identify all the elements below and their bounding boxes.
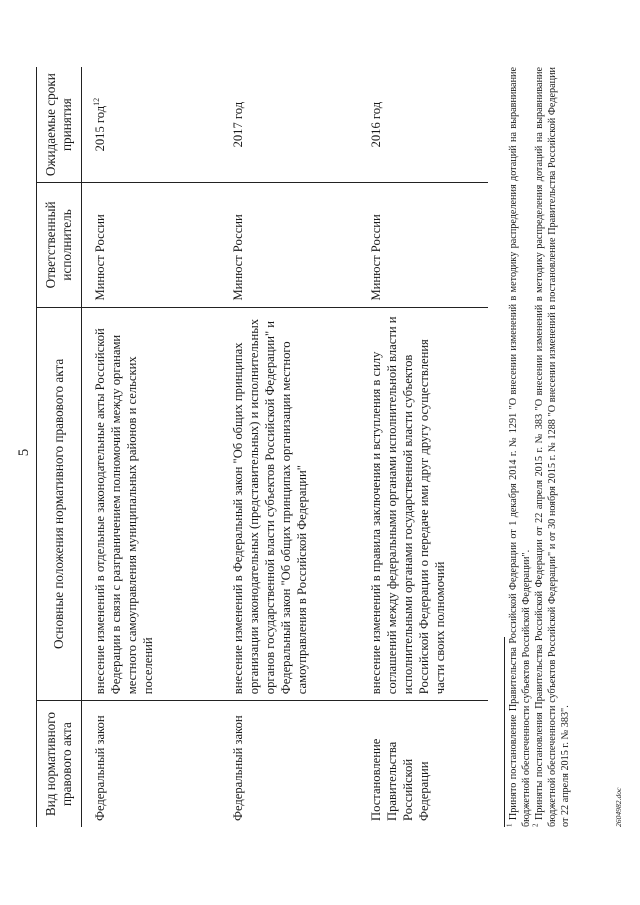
executor-cell: Минюст России <box>358 183 488 307</box>
footnote <box>505 66 534 827</box>
header-provisions: Основные положения нормативного правового акта <box>37 307 82 701</box>
provisions-cell: внесение изменений в Федеральный закон "Об общих принципах организации законодательных (представительных) и исполнительных органов государственной власти субъектов Российской Федерации" и Федеральный закон "Об общих принципах организации местного самоуправления в Российской Федерации" <box>220 307 358 701</box>
footnote-text: Приняты постановления Правительства Российской Федерации от 22 апреля 2015 г. № 383 "О внесении изменений в методику распределения дотаций на выравнивание бюджетной обеспеченности субъектов Российской Федерации" и от 30 ноября 2015 г. № 1288 "О внесении изменений в постановление Правительства Российской Федерации от 22 апреля 2015 г. № 383". <box>533 66 571 827</box>
deadline-text: 2015 год <box>93 105 107 152</box>
footnote <box>531 66 573 827</box>
document-code: 2604982.doc <box>614 787 623 827</box>
footnote-reference: 12 <box>91 97 101 106</box>
footnote-mark: 1 <box>505 823 514 827</box>
executor-cell: Минюст России <box>82 183 220 307</box>
act-type-cell: Федеральный закон <box>82 701 220 827</box>
table-header-row <box>37 67 82 827</box>
header-act-type: Вид нормативного правового акта <box>37 701 82 827</box>
act-type-cell: Постановление Правительства Российской Федерации <box>358 701 488 827</box>
footnote-separator <box>504 637 505 827</box>
deadline-cell: 2016 год <box>358 67 488 183</box>
legal-acts-table <box>36 67 488 827</box>
deadline-cell <box>82 67 220 183</box>
header-executor: Ответственный исполнитель <box>37 183 82 307</box>
page-number: 5 <box>16 448 32 457</box>
footnotes <box>505 66 573 827</box>
footnote-mark: 2 <box>531 823 540 827</box>
provisions-cell: внесение изменений в отдельные законодательные акты Российской Федерации в связи с разграничением полномочий между органами местного самоуправления муниципальных районов и сельских поселений <box>82 307 220 701</box>
footnote-text: Принято постановление Правительства Российской Федерации от 1 декабря 2014 г. № 1291 "О внесении изменений в методику распределения дотаций на выравнивание бюджетной обеспеченности субъектов Российской Федерации". <box>508 66 532 827</box>
table-row <box>220 67 358 827</box>
table-row <box>82 67 220 827</box>
act-type-cell: Федеральный закон <box>220 701 358 827</box>
executor-cell: Минюст России <box>220 183 358 307</box>
provisions-cell: внесение изменений в правила заключения и вступления в силу соглашений между федеральными органами исполнительной власти и исполнительными органами государственной власти субъектов Российской Федерации о передаче ими друг другу осуществления части своих полномочий <box>358 307 488 701</box>
table-row <box>358 67 488 827</box>
header-deadline: Ожидаемые сроки принятия <box>37 67 82 183</box>
deadline-cell: 2017 год <box>220 67 358 183</box>
